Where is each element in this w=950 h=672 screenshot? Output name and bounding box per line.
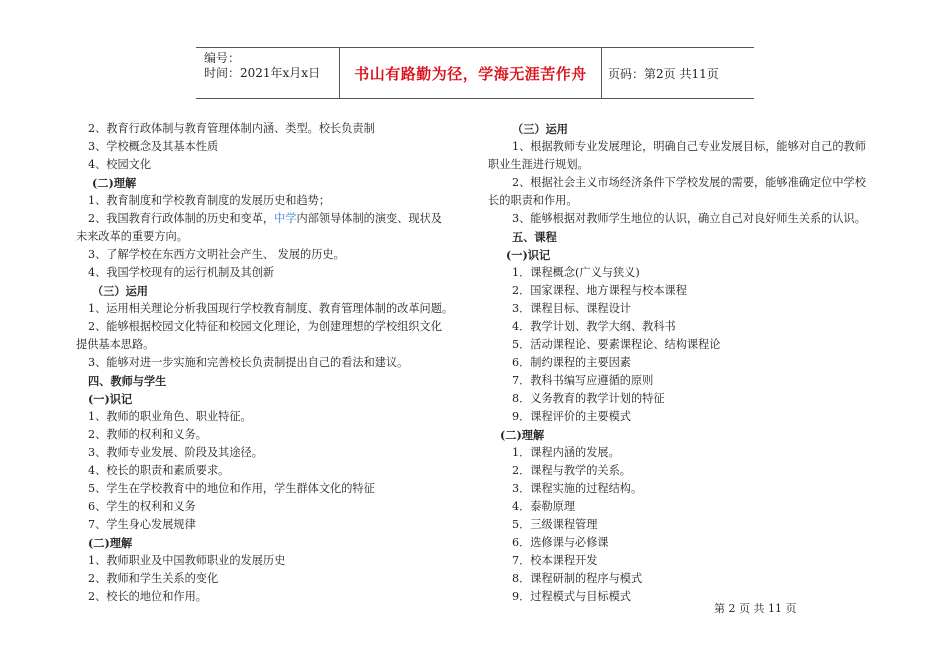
text-line: 提供基本思路。 bbox=[76, 338, 155, 351]
text-line: 2、教师和学生关系的变化 bbox=[88, 572, 219, 585]
text-line: 3、能够对进一步实施和完善校长负责制提出自己的看法和建议。 bbox=[88, 356, 409, 369]
list-item: 9．课程评价的主要模式 bbox=[512, 410, 631, 423]
header-page-label: 页码：第2页 共11页 bbox=[608, 66, 719, 81]
right-column bbox=[488, 120, 888, 606]
text-line: 2、能够根据校园文化特征和校园文化理论，为创建理想的学校组织文化 bbox=[88, 320, 442, 333]
number-label: 编号： bbox=[204, 51, 241, 65]
text-line: 职业生涯进行规划。 bbox=[488, 158, 589, 171]
list-item: 4．泰勒原理 bbox=[512, 500, 576, 513]
list-item: 7．教科书编写应遵循的原则 bbox=[512, 374, 654, 387]
text-line: 2、教师的权利和义务。 bbox=[88, 428, 207, 441]
list-item: 9．过程模式与目标模式 bbox=[512, 590, 631, 603]
text-line: 4、校长的职责和素质要求。 bbox=[88, 464, 230, 477]
text-line bbox=[88, 210, 468, 228]
subsection-heading: (二)理解 bbox=[88, 536, 133, 550]
list-item: 6．选修课与必修课 bbox=[512, 536, 609, 549]
list-item: 2．国家课程、地方课程与校本课程 bbox=[512, 284, 687, 297]
text-line: 7、学生身心发展规律 bbox=[88, 518, 196, 531]
text-line: 未来改革的重要方向。 bbox=[76, 230, 188, 243]
subsection-heading: （三）运用 bbox=[92, 284, 148, 298]
text-line: 3、能够根据对教师学生地位的认识，确立自己对良好师生关系的认识。 bbox=[512, 212, 866, 225]
document-header bbox=[196, 47, 754, 99]
text-line: 1、教师的职业角色、职业特征。 bbox=[88, 410, 252, 423]
text-line: 1、运用相关理论分析我国现行学校教育制度、教育管理体制的改革问题。 bbox=[88, 302, 454, 315]
text-line: 2、根据社会主义市场经济条件下学校发展的需要，能够准确定位中学校 bbox=[512, 176, 866, 189]
text-line: 6、学生的权利和义务 bbox=[88, 500, 196, 513]
list-item: 5．三级课程管理 bbox=[512, 518, 598, 531]
list-item: 1．课程概念(广义与狭义) bbox=[512, 266, 640, 279]
list-item: 3．课程目标、课程设计 bbox=[512, 302, 631, 315]
list-item: 7．校本课程开发 bbox=[512, 554, 598, 567]
subsection-heading: （三）运用 bbox=[512, 122, 568, 136]
section-heading: 四、教师与学生 bbox=[88, 374, 167, 388]
list-item: 5．活动课程论、要素课程论、结构课程论 bbox=[512, 338, 721, 351]
subsection-heading: (二)理解 bbox=[92, 176, 137, 190]
left-column bbox=[76, 120, 468, 606]
subsection-heading: (一)识记 bbox=[506, 248, 551, 262]
text-line: 5、学生在学校教育中的地位和作用，学生群体文化的特征 bbox=[88, 482, 375, 495]
text-segment: 内部领导体制的演变、现状及 bbox=[296, 212, 442, 225]
list-item: 2．课程与教学的关系。 bbox=[512, 464, 631, 477]
text-line: 2、教育行政体制与教育管理体制内涵、类型。校长负责制 bbox=[88, 122, 375, 135]
text-line: 1、教育制度和学校教育制度的发展历史和趋势； bbox=[88, 194, 331, 207]
header-meta bbox=[196, 48, 340, 98]
header-motto: 书山有路勤为径，学海无涯苦作舟 bbox=[340, 48, 602, 98]
page-footer: 第 2 页 共 11 页 bbox=[714, 602, 797, 615]
list-item: 6．制约课程的主要因素 bbox=[512, 356, 631, 369]
text-line: 3、了解学校在东西方文明社会产生、 发展的历史。 bbox=[88, 248, 345, 261]
list-item: 8．课程研制的程序与模式 bbox=[512, 572, 643, 585]
text-line: 1、教师职业及中国教师职业的发展历史 bbox=[88, 554, 286, 567]
text-line: 4、我国学校现有的运行机制及其创新 bbox=[88, 266, 275, 279]
text-line: 3、教师专业发展、阶段及其途径。 bbox=[88, 446, 263, 459]
list-item: 8．义务教育的教学计划的特征 bbox=[512, 392, 665, 405]
list-item: 1．课程内涵的发展。 bbox=[512, 446, 620, 459]
list-item: 4．教学计划、教学大纲、教科书 bbox=[512, 320, 676, 333]
text-line: 4、校园文化 bbox=[88, 158, 152, 171]
subsection-heading: (一)识记 bbox=[88, 392, 133, 406]
highlighted-keyword: 中学 bbox=[274, 212, 297, 225]
text-segment: 2、我国教育行政体制的历史和变革， bbox=[88, 212, 275, 225]
list-item: 3．课程实施的过程结构。 bbox=[512, 482, 643, 495]
text-line: 2、校长的地位和作用。 bbox=[88, 590, 207, 603]
text-line: 长的职责和作用。 bbox=[488, 194, 578, 207]
subsection-heading: (二)理解 bbox=[500, 428, 545, 442]
time-label: 时间：2021年x月x日 bbox=[204, 66, 321, 80]
text-line: 1、根据教师专业发展理论，明确自己专业发展目标，能够对自己的教师 bbox=[512, 140, 866, 153]
section-heading: 五、课程 bbox=[512, 230, 557, 244]
text-line: 3、学校概念及其基本性质 bbox=[88, 140, 219, 153]
